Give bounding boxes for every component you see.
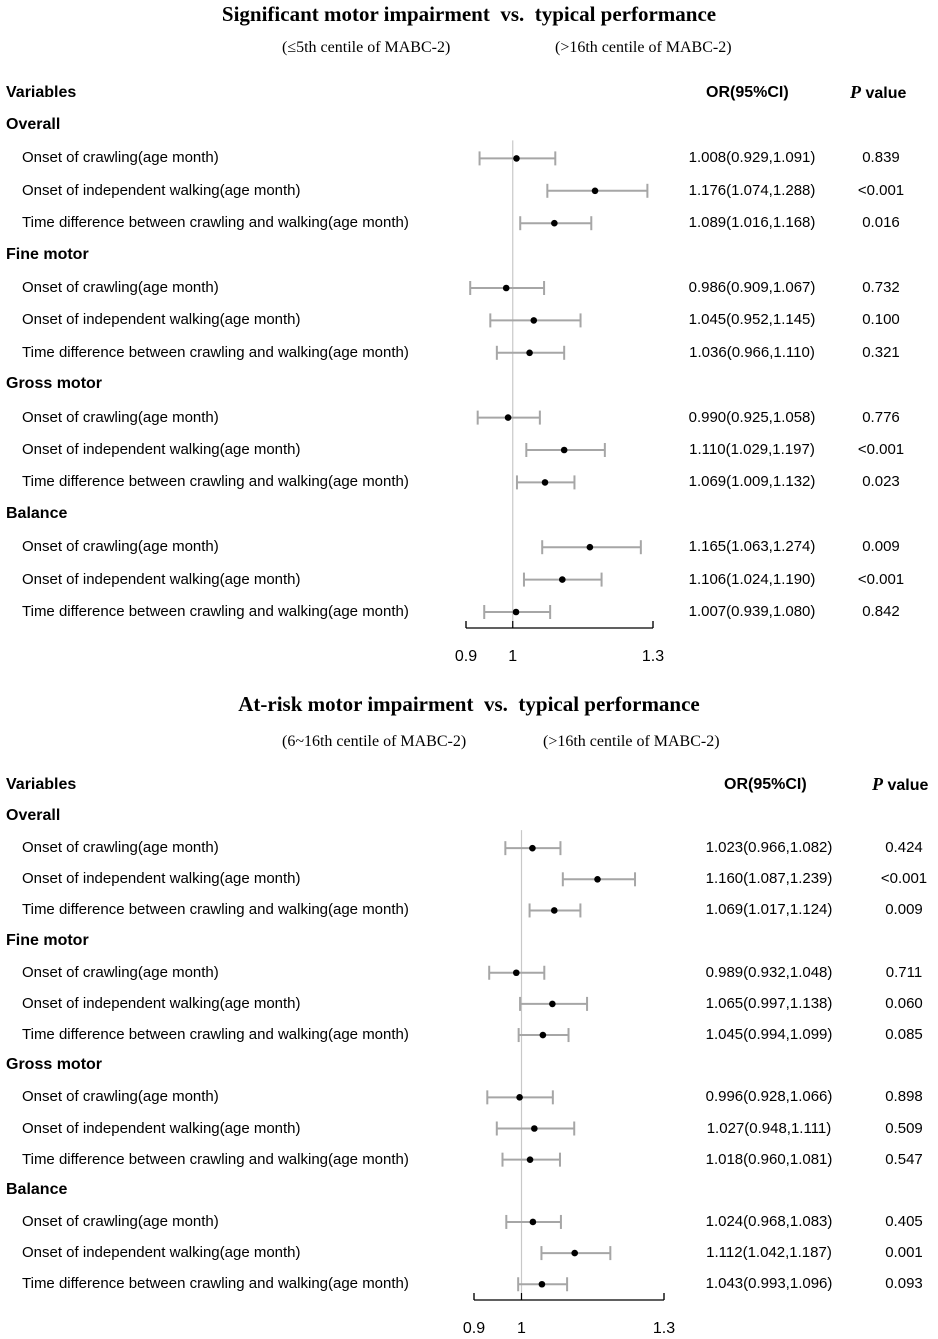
odds-ratio-point: [513, 155, 520, 162]
variables-header: Variables: [6, 776, 77, 793]
row-label: Onset of independent walking(age month): [22, 441, 301, 458]
subtitle-right: (>16th centile of MABC-2): [555, 39, 732, 56]
p-value: 0.321: [862, 343, 900, 361]
x-tick-label: 1: [517, 1320, 526, 1337]
row-label: Onset of independent walking(age month): [22, 994, 301, 1012]
or-ci-value: 1.065(0.997,1.138): [705, 994, 833, 1012]
row-label: Time difference between crawling and walking(age month): [22, 1275, 409, 1293]
p-value: 0.009: [885, 901, 923, 919]
row-label: Onset of independent walking(age month): [22, 870, 301, 888]
or-header: OR(95%CI): [706, 84, 789, 101]
odds-ratio-point: [531, 1125, 538, 1132]
p-value: 0.085: [885, 1026, 923, 1044]
x-tick-label: 1: [508, 648, 518, 665]
row-label: Onset of crawling(age month): [22, 538, 219, 556]
p-value: <0.001: [880, 870, 928, 888]
p-value: 0.839: [862, 149, 900, 167]
row-label: Onset of independent walking(age month): [22, 1244, 301, 1262]
x-tick-label: 0.9: [462, 1320, 486, 1337]
p-value: 0.001: [885, 1244, 923, 1262]
odds-ratio-point: [571, 1250, 578, 1257]
odds-ratio-point: [516, 1094, 523, 1101]
odds-ratio-point: [561, 447, 568, 454]
or-ci-value: 1.018(0.960,1.081): [705, 1150, 833, 1168]
p-value: 0.405: [885, 1212, 923, 1230]
row-label: Onset of crawling(age month): [22, 279, 219, 296]
or-ci-value: 0.990(0.925,1.058): [688, 408, 816, 426]
p-value: <0.001: [857, 441, 905, 458]
row-label: Onset of crawling(age month): [22, 408, 219, 426]
odds-ratio-point: [513, 609, 520, 616]
odds-ratio-point: [594, 876, 601, 883]
or-ci-value: 1.089(1.016,1.168): [688, 214, 816, 232]
p-value: 0.424: [885, 839, 923, 857]
or-ci-value: 1.069(1.017,1.124): [705, 901, 833, 919]
chart-title: At-risk motor impairment vs. typical performance: [238, 692, 700, 716]
x-tick-label: 1.3: [641, 648, 665, 665]
p-value: 0.060: [885, 994, 923, 1012]
row-label: Onset of crawling(age month): [22, 839, 219, 857]
p-value: 0.093: [885, 1275, 923, 1293]
group-label: Balance: [6, 1180, 68, 1198]
p-italic: P: [850, 82, 861, 102]
odds-ratio-point: [505, 414, 512, 421]
or-ci-value: 0.996(0.928,1.066): [705, 1088, 833, 1106]
p-value: 0.547: [885, 1150, 923, 1168]
odds-ratio-point: [539, 1281, 546, 1288]
odds-ratio-point: [551, 220, 558, 227]
or-ci-value: 1.045(0.952,1.145): [688, 311, 816, 329]
group-label: Fine motor: [6, 245, 89, 263]
or-ci-value: 1.160(1.087,1.239): [705, 870, 833, 888]
row-label: Time difference between crawling and walking(age month): [22, 1150, 409, 1168]
odds-ratio-point: [592, 188, 599, 195]
odds-ratio-point: [559, 576, 566, 583]
or-ci-value: 0.989(0.932,1.048): [705, 963, 833, 981]
group-label: Gross motor: [6, 1056, 103, 1074]
or-ci-value: 1.106(1.024,1.190): [688, 570, 816, 588]
odds-ratio-point: [549, 1001, 556, 1008]
or-ci-value: 1.045(0.994,1.099): [705, 1026, 833, 1044]
or-ci-value: 1.008(0.929,1.091): [688, 149, 816, 167]
group-label: Fine motor: [6, 931, 89, 949]
row-label: Onset of crawling(age month): [22, 1212, 219, 1230]
or-ci-value: 1.024(0.968,1.083): [705, 1212, 833, 1230]
odds-ratio-point: [542, 479, 549, 486]
odds-ratio-point: [540, 1032, 547, 1039]
row-label: Onset of crawling(age month): [22, 963, 219, 981]
odds-ratio-point: [526, 350, 533, 357]
chart-title: Significant motor impairment vs. typical performance: [221, 2, 717, 26]
row-label: Time difference between crawling and walking(age month): [22, 901, 409, 919]
or-ci-value: 0.986(0.909,1.067): [688, 279, 816, 296]
x-tick-label: 0.9: [454, 648, 478, 665]
or-ci-value: 1.007(0.939,1.080): [688, 603, 816, 620]
row-label: Time difference between crawling and walking(age month): [22, 214, 409, 232]
p-value: 0.023: [862, 473, 900, 491]
or-ci-value: 1.069(1.009,1.132): [688, 473, 816, 491]
or-ci-value: 1.027(0.948,1.111): [706, 1119, 832, 1137]
p-italic: P: [872, 774, 883, 794]
or-ci-value: 1.112(1.042,1.187): [706, 1244, 832, 1262]
or-ci-value: 1.176(1.074,1.288): [688, 181, 816, 199]
or-ci-value: 1.036(0.966,1.110): [689, 343, 815, 361]
or-ci-value: 1.043(0.993,1.096): [705, 1275, 833, 1293]
odds-ratio-point: [587, 544, 594, 551]
p-value: <0.001: [857, 570, 905, 588]
p-value: 0.009: [862, 538, 900, 556]
row-label: Time difference between crawling and walking(age month): [22, 343, 409, 361]
row-label: Time difference between crawling and walking(age month): [22, 603, 409, 620]
row-label: Time difference between crawling and walking(age month): [22, 473, 409, 491]
row-label: Onset of independent walking(age month): [22, 181, 301, 199]
or-header: OR(95%CI): [724, 776, 807, 793]
odds-ratio-point: [530, 1219, 537, 1226]
forest-plot-at-risk: [0, 680, 938, 1339]
or-ci-value: 1.165(1.063,1.274): [688, 538, 816, 556]
or-ci-value: 1.110(1.029,1.197): [689, 441, 815, 458]
p-value: 0.100: [862, 311, 900, 329]
odds-ratio-point: [551, 907, 558, 914]
group-label: Balance: [6, 504, 68, 522]
or-ci-value: 1.023(0.966,1.082): [705, 839, 833, 857]
subtitle-right: (>16th centile of MABC-2): [543, 733, 720, 750]
p-value: <0.001: [857, 181, 905, 199]
row-label: Onset of crawling(age month): [22, 1088, 219, 1106]
x-tick-label: 1.3: [652, 1320, 676, 1337]
p-value-rest: value: [861, 85, 907, 102]
odds-ratio-point: [503, 285, 510, 292]
p-value: 0.016: [862, 214, 900, 232]
p-value-rest: value: [883, 777, 929, 794]
row-label: Onset of independent walking(age month): [22, 311, 301, 329]
subtitle-left: (6~16th centile of MABC-2): [282, 733, 467, 750]
odds-ratio-point: [529, 845, 536, 852]
odds-ratio-point: [527, 1156, 534, 1163]
group-label: Overall: [6, 116, 61, 133]
row-label: Time difference between crawling and walking(age month): [22, 1026, 409, 1044]
row-label: Onset of crawling(age month): [22, 149, 219, 167]
group-label: Gross motor: [6, 375, 103, 393]
p-value: 0.711: [885, 963, 923, 981]
subtitle-left: (≤5th centile of MABC-2): [282, 39, 451, 56]
p-value: 0.842: [862, 603, 900, 620]
p-value: 0.776: [862, 408, 900, 426]
p-value: 0.898: [885, 1088, 923, 1106]
odds-ratio-point: [513, 969, 520, 976]
p-value: 0.509: [885, 1119, 923, 1137]
row-label: Onset of independent walking(age month): [22, 570, 301, 588]
odds-ratio-point: [530, 317, 537, 324]
row-label: Onset of independent walking(age month): [22, 1119, 301, 1137]
p-value: 0.732: [862, 279, 900, 296]
variables-header: Variables: [6, 84, 77, 101]
group-label: Overall: [6, 807, 61, 824]
